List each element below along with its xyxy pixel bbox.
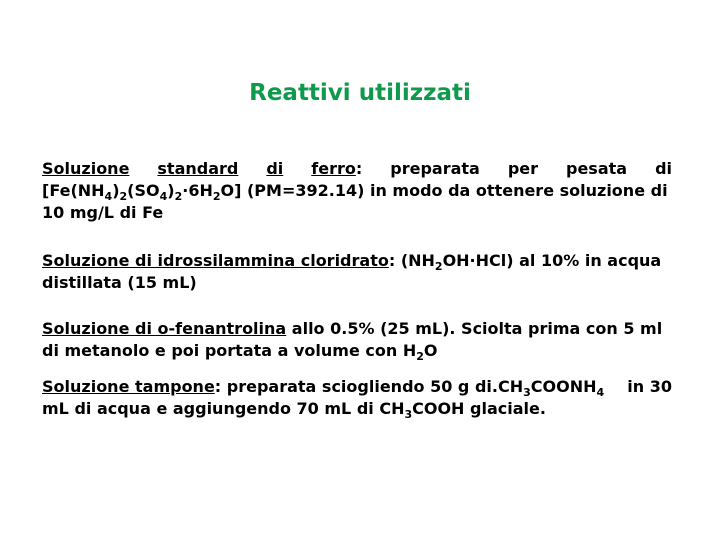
iron-word-5: preparata: [390, 159, 480, 178]
iron-standard-line-3: 10 mg/L di Fe: [42, 203, 164, 222]
text-part: : preparata sciogliendo 50 g di.CH: [214, 377, 524, 396]
formula-part: ): [112, 181, 120, 200]
buffer-line-2: [42, 398, 672, 420]
formula-subscript: 4: [596, 386, 605, 399]
text-part: COONH: [530, 377, 597, 396]
phenanthroline-line-1: [42, 318, 672, 340]
text-part: in 30: [627, 377, 672, 396]
text-part: O: [423, 341, 438, 360]
text-part: di metanolo e poi portata a volume con H: [42, 341, 417, 360]
text-part: mL di acqua e aggiungendo 70 mL di CH: [42, 399, 405, 418]
hydroxylamine-label: Soluzione di idrossilammina cloridrato: [42, 251, 389, 270]
formula-subscript: 2: [119, 190, 128, 203]
iron-standard-paragraph: [42, 158, 672, 224]
text-part: allo 0.5% (25 mL). Sciolta prima con 5 ml: [286, 319, 663, 338]
buffer-line-1: [42, 376, 672, 398]
phenanthroline-paragraph: [42, 318, 672, 362]
iron-standard-line-2: [42, 180, 672, 202]
formula-part: O] (PM=392.14) in modo da ottenere soluzione di: [220, 181, 668, 200]
phenanthroline-label: Soluzione di o-fenantrolina: [42, 319, 287, 338]
formula-part: [Fe(NH: [42, 181, 105, 200]
text-part: COOH glaciale.: [412, 399, 546, 418]
buffer-paragraph: [42, 376, 672, 420]
formula-part: ): [167, 181, 175, 200]
iron-word-8: di: [655, 159, 672, 178]
iron-word-1: Soluzione: [42, 159, 130, 178]
formula-subscript: 3: [404, 408, 413, 421]
formula-subscript: 4: [159, 190, 168, 203]
formula-part: (SO: [127, 181, 160, 200]
formula-subscript: 2: [174, 190, 183, 203]
text-part: OH·HCl) al 10% in acqua: [442, 251, 662, 270]
iron-word-7: pesata: [566, 159, 628, 178]
iron-word-4: ferro: [311, 159, 356, 178]
hydroxylamine-paragraph: [42, 250, 672, 294]
iron-standard-line-1: [42, 158, 672, 180]
formula-subscript: 2: [434, 260, 443, 273]
hydroxylamine-line-1: [42, 250, 672, 272]
phenanthroline-line-2: [42, 340, 672, 362]
iron-word-3: di: [266, 159, 284, 178]
buffer-label: Soluzione tampone: [42, 377, 215, 396]
formula-subscript: 4: [104, 190, 113, 203]
text-part: : (NH: [388, 251, 435, 270]
formula-subscript: 2: [416, 350, 424, 363]
formula-subscript: 2: [212, 190, 221, 203]
hydroxylamine-line-2: distillata (15 mL): [42, 273, 197, 292]
iron-word-6: per: [507, 159, 539, 178]
formula-subscript: 3: [523, 386, 531, 399]
iron-word-2: standard: [157, 159, 239, 178]
slide-title: Reattivi utilizzati: [249, 80, 471, 106]
formula-part: ·6H: [182, 181, 213, 200]
iron-colon: :: [355, 159, 363, 178]
